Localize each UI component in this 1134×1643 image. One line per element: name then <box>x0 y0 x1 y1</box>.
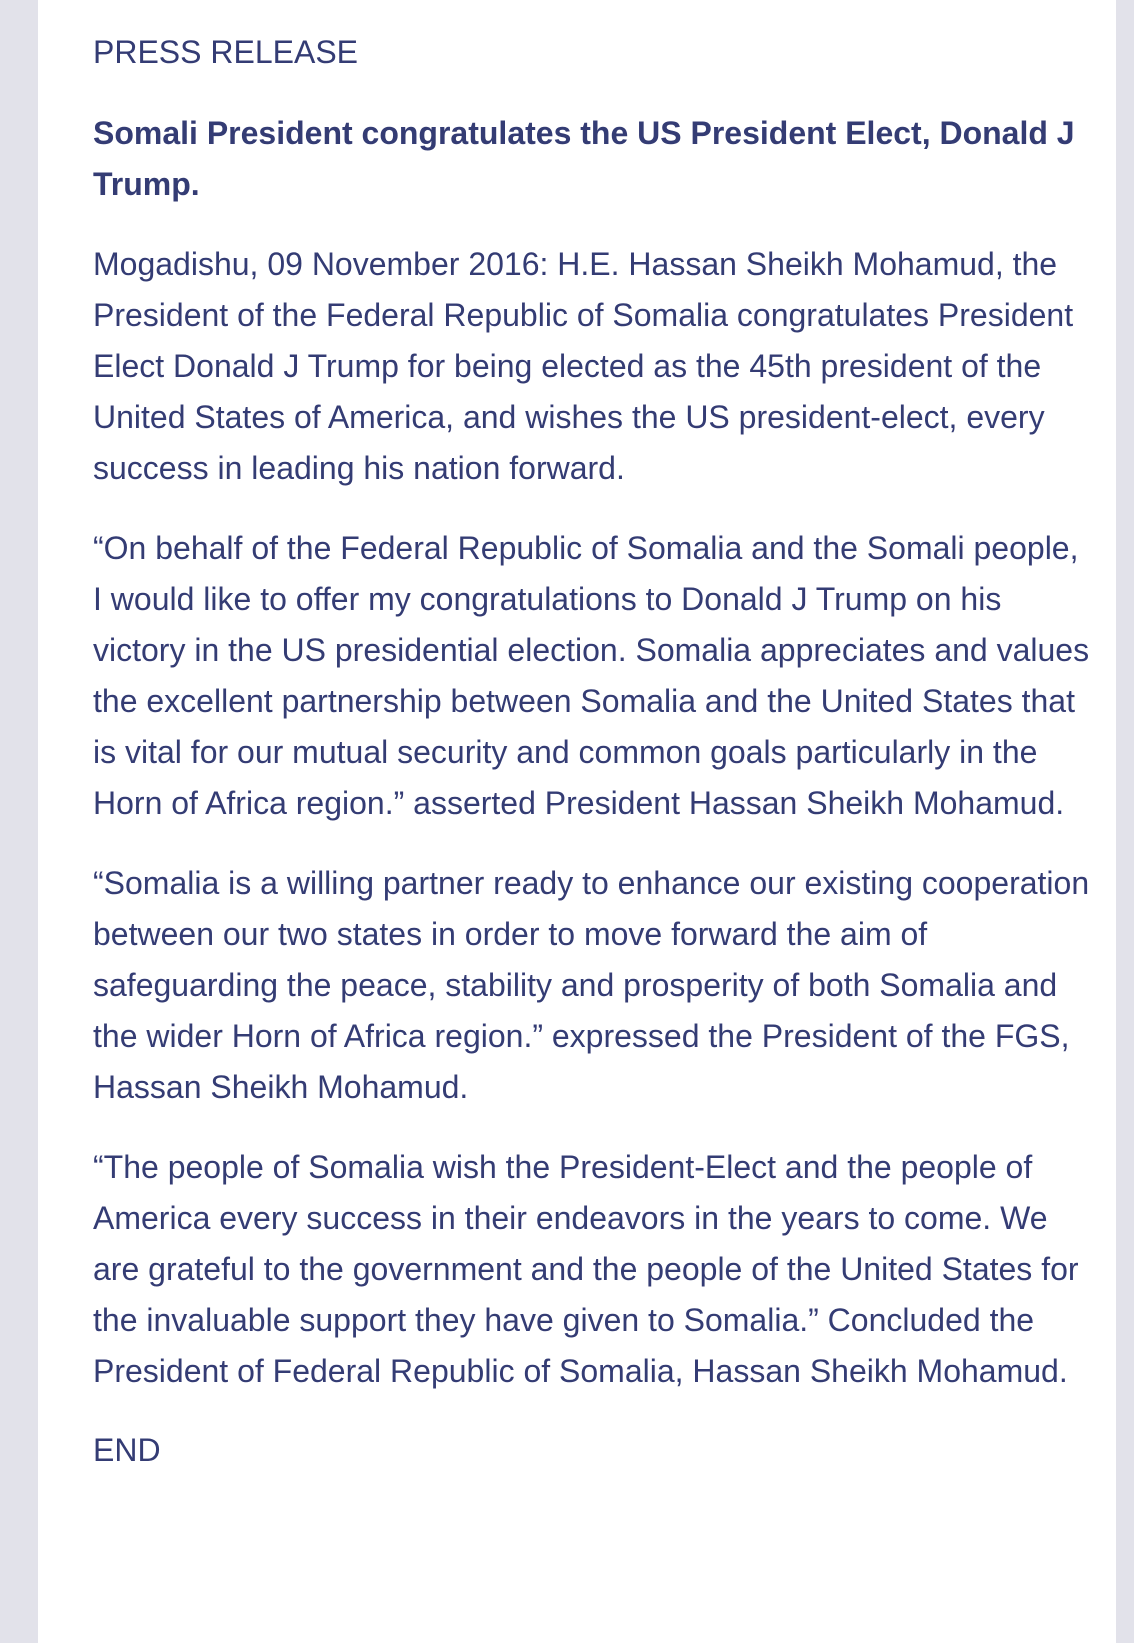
headline: Somali President congratulates the US President Elect, Donald J Trump. <box>93 115 1075 202</box>
document-label: PRESS RELEASE <box>93 34 358 70</box>
paragraph-quote-partnership: “On behalf of the Federal Republic of Somalia and the Somali people, I would like to offer my congratulations to Donald J Trump on his victory in the US presidential election. Somalia appreciates and values the excellent partnership between Somalia and the United States that is vital for our mutual security and common goals particularly in the Horn of Africa region.” asserted President Hassan Sheikh Mohamud. <box>93 530 1090 821</box>
press-release-page <box>38 0 1116 1643</box>
paragraph-announcement: Mogadishu, 09 November 2016: H.E. Hassan Sheikh Mohamud, the President of the Federal Republic of Somalia congratulates President Elect Donald J Trump for being elected as the 45th president of the United States of America, and wishes the US president-elect, every success in leading his nation forward. <box>93 246 1074 486</box>
paragraph-quote-cooperation: “Somalia is a willing partner ready to enhance our existing cooperation between our two states in order to move forward the aim of safeguarding the peace, stability and prosperity of both Somalia and the wider Horn of Africa region.” expressed the President of the FGS, Hassan Sheikh Mohamud. <box>93 865 1090 1105</box>
paragraph-quote-gratitude: “The people of Somalia wish the President-Elect and the people of America every success in their endeavors in the years to come. We are grateful to the government and the people of the United States for the invaluable support they have given to Somalia.” Concluded the President of Federal Republic of Somalia, Hassan Sheikh Mohamud. <box>93 1149 1079 1389</box>
end-marker: END <box>93 1432 161 1468</box>
press-release-content <box>93 28 1093 1474</box>
